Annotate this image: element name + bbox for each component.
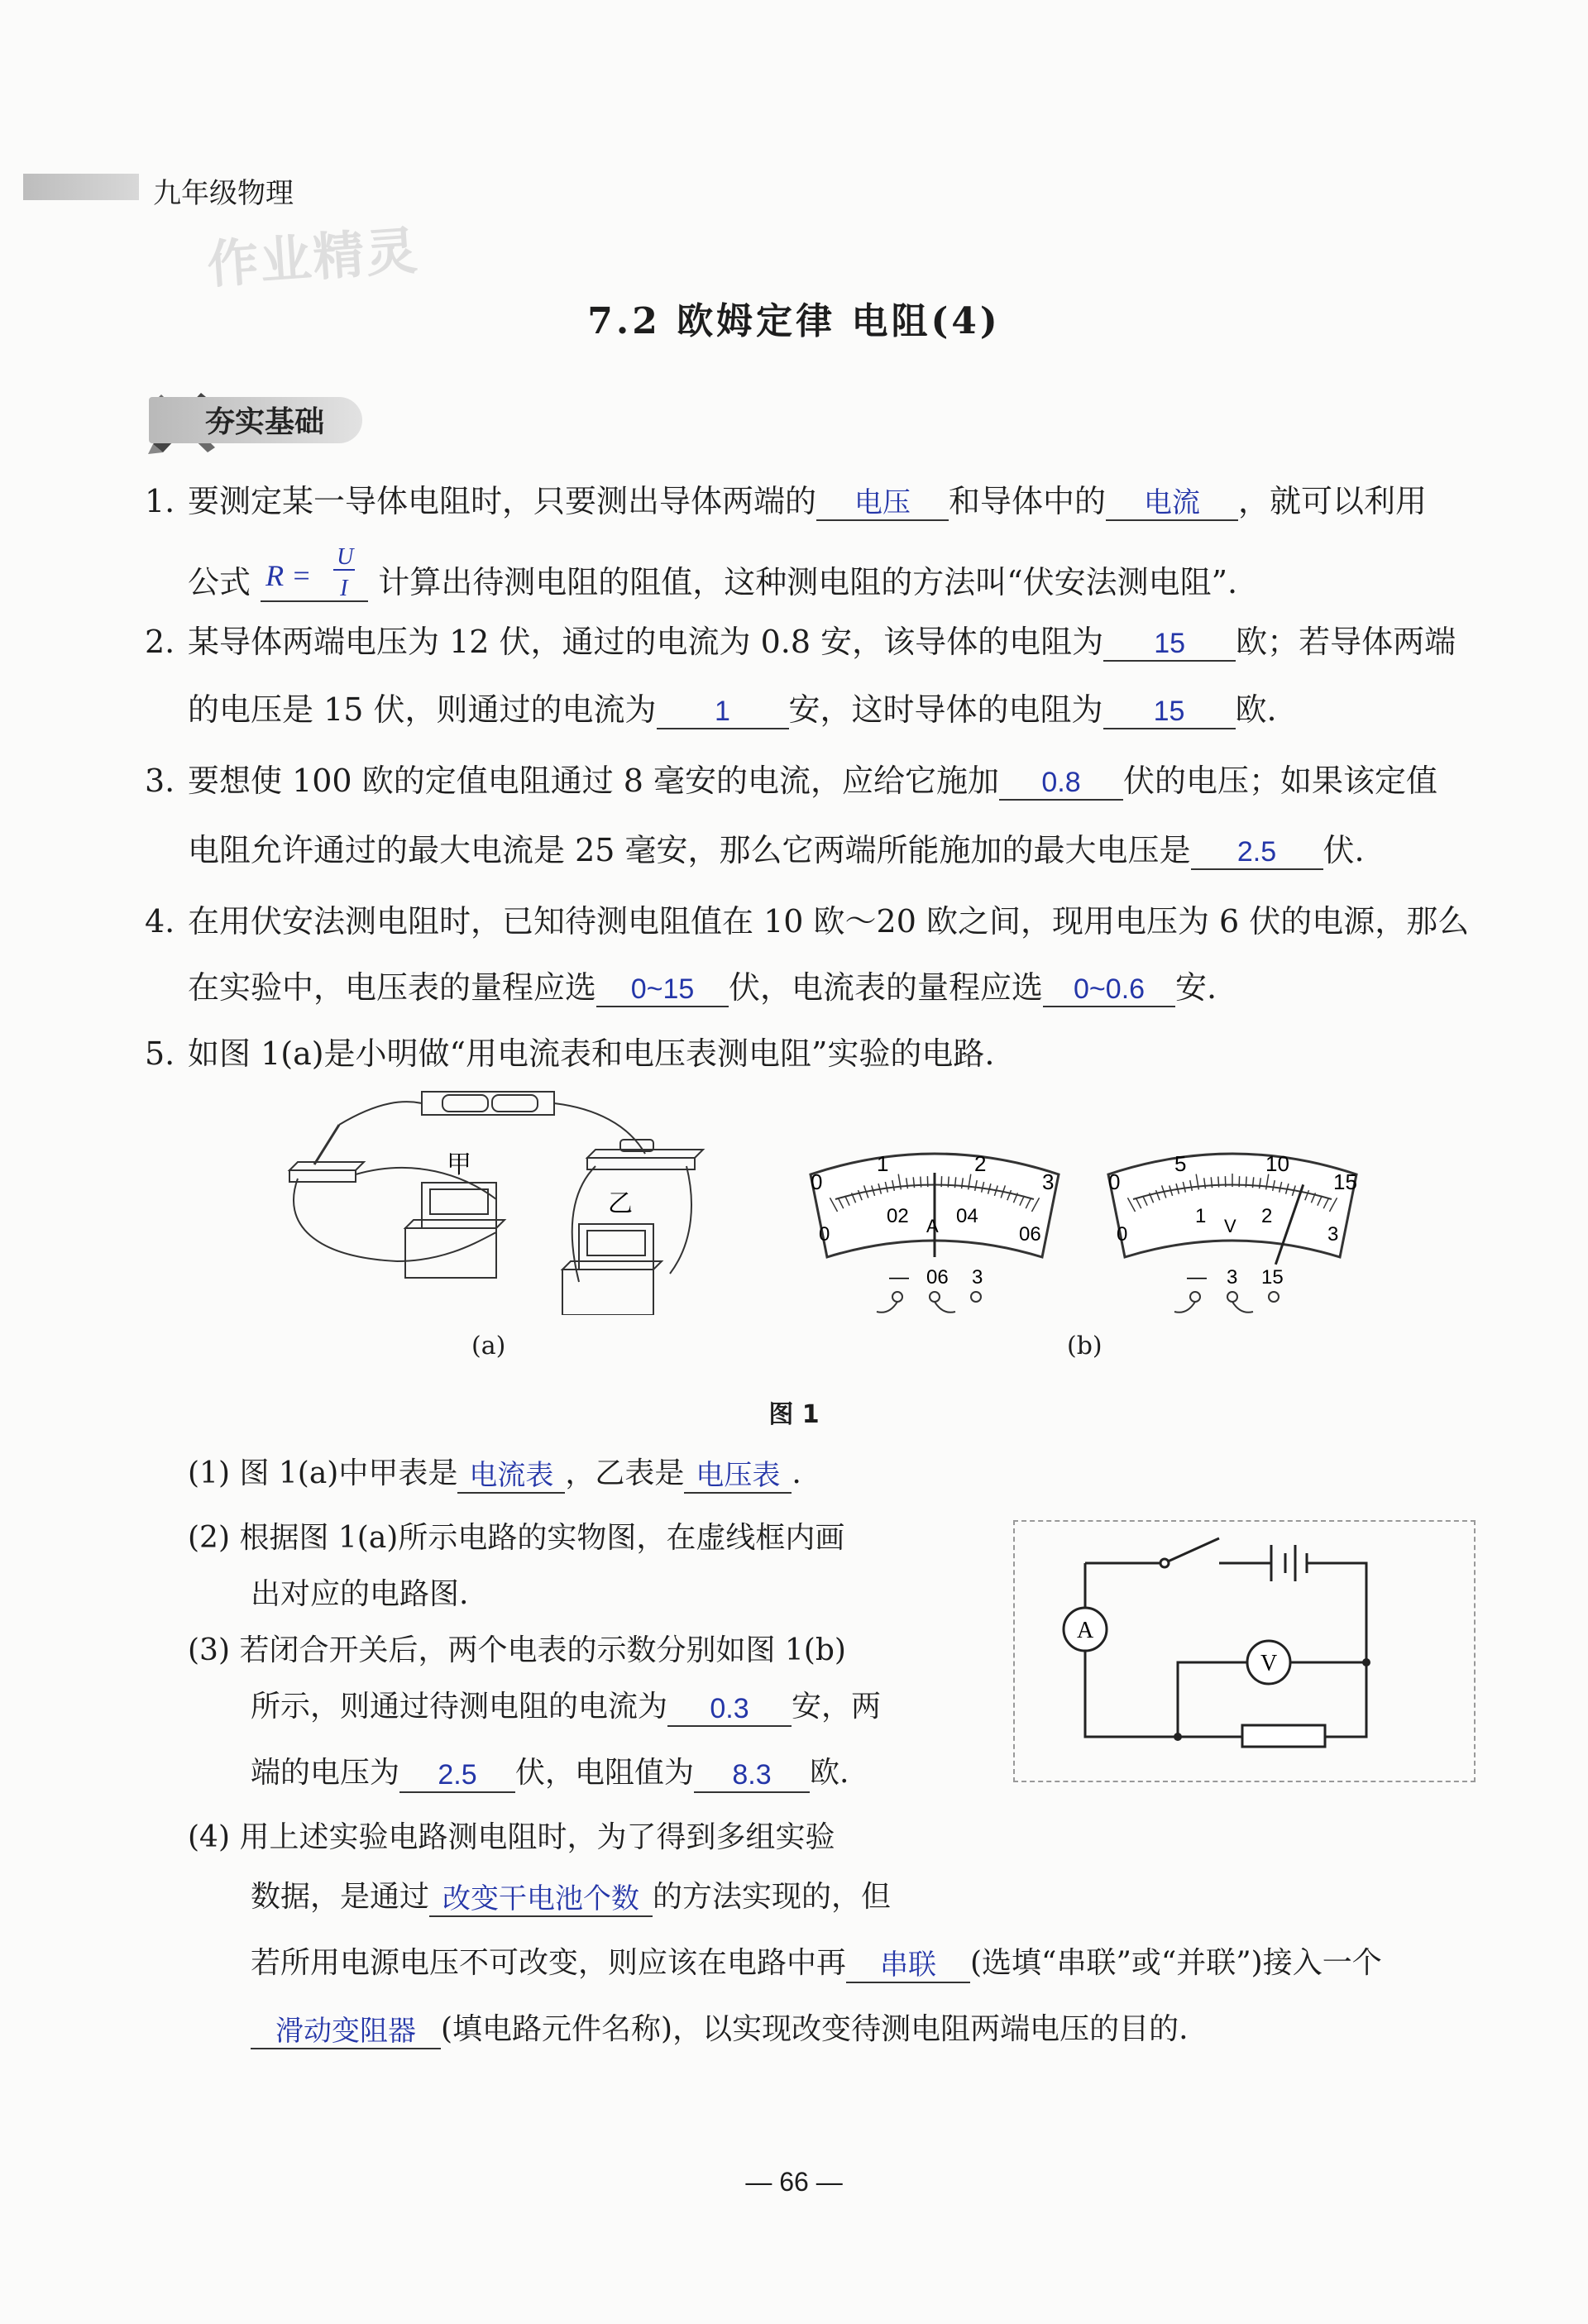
svg-text:06: 06	[926, 1266, 949, 1289]
svg-text:1: 1	[877, 1151, 889, 1176]
answer-blank[interactable]: 电压	[816, 483, 949, 521]
ammeter-dial	[794, 1141, 1075, 1323]
formula-blank[interactable]: R = U I	[261, 549, 368, 602]
answer-blank[interactable]: 1	[657, 691, 789, 729]
page-number: — 66 —	[745, 2167, 843, 2197]
caption-a: (a)	[471, 1332, 506, 1360]
answer-blank[interactable]: 电压表	[684, 1456, 792, 1494]
svg-text:0: 0	[1117, 1223, 1128, 1246]
sub3-line1: (3) 若闭合开关后，两个电表的示数分别如图 1(b)	[188, 1633, 846, 1667]
svg-text:2: 2	[974, 1151, 987, 1176]
svg-text:15: 15	[1261, 1266, 1284, 1289]
sub4-line4: 滑动变阻器 (填电路元件名称)，以实现改变待测电阻两端电压的目的.	[251, 2010, 1189, 2049]
sub3-line2: 所示，则通过待测电阻的电流为 0.3 安，两	[251, 1687, 881, 1727]
answer-blank[interactable]: 2.5	[399, 1755, 515, 1793]
q3-line1: 3. 要想使 100 欧的定值电阻通过 8 毫安的电流，应给它施加 0.8 伏的电压；如果该定值	[145, 763, 1438, 799]
circuit-photo-figure	[281, 1075, 711, 1315]
answer-blank[interactable]: 改变干电池个数	[429, 1879, 653, 1917]
svg-text:0: 0	[1108, 1169, 1121, 1194]
svg-text:3: 3	[972, 1266, 983, 1289]
svg-text:2: 2	[1261, 1205, 1273, 1227]
schematic-ammeter-label: A	[1077, 1618, 1094, 1643]
answer-blank[interactable]: 0~15	[596, 969, 729, 1007]
answer-blank[interactable]: 0.3	[667, 1689, 792, 1727]
svg-text:15: 15	[1333, 1169, 1357, 1194]
watermark: 作业精灵	[205, 220, 421, 295]
q3-line2: 电阻允许通过的最大电流是 25 毫安，那么它两端所能施加的最大电压是 2.5 伏.	[188, 832, 1365, 868]
q5-line1: 5. 如图 1(a)是小明做“用电流表和电压表测电阻”实验的电路.	[145, 1035, 995, 1072]
sub1: (1) 图 1(a)中甲表是 电流表 ，乙表是 电压表 .	[188, 1454, 801, 1494]
figure-caption: 图 1	[768, 1400, 820, 1429]
section-title: 夯实基础	[205, 405, 325, 439]
label-jia: 甲	[447, 1150, 471, 1179]
sub4-line2: 数据，是通过 改变干电池个数 的方法实现的，但	[251, 1877, 891, 1917]
q1-line1: 1. 要测定某一导体电阻时，只要测出导体两端的 电压 和导体中的 电流 ，就可以利用	[145, 483, 1428, 519]
q4-line2: 在实验中，电压表的量程应选 0~15 伏，电流表的量程应选 0~0.6 安.	[188, 969, 1217, 1006]
sub2-line2: 出对应的电路图.	[251, 1577, 469, 1611]
svg-text:0: 0	[811, 1169, 823, 1194]
sub2-line1: (2) 根据图 1(a)所示电路的实物图，在虚线框内画	[188, 1521, 845, 1555]
svg-text:3: 3	[1042, 1169, 1055, 1194]
grade-bar	[23, 174, 139, 200]
circuit-schematic	[1044, 1530, 1391, 1753]
svg-text:V: V	[1224, 1216, 1236, 1236]
grade-label: 九年级物理	[153, 177, 294, 210]
answer-blank[interactable]: 滑动变阻器	[251, 2011, 441, 2049]
dial-tick	[948, 1177, 949, 1188]
answer-blank[interactable]: 15	[1103, 624, 1236, 662]
answer-blank[interactable]: 电流	[1106, 483, 1238, 521]
q2-line1: 2. 某导体两端电压为 12 伏，通过的电流为 0.8 安，该导体的电阻为 15 欧；若导体两端	[145, 624, 1456, 660]
answer-blank[interactable]: 8.3	[694, 1755, 810, 1793]
answer-blank[interactable]: 串联	[846, 1945, 970, 1983]
svg-text:—: —	[1187, 1266, 1207, 1289]
schematic-voltmeter-label: V	[1260, 1651, 1278, 1676]
svg-text:3: 3	[1327, 1223, 1339, 1246]
voltmeter-dial	[1092, 1141, 1373, 1323]
q1-line2: 公式 R = U I 计算出待测电阻的阻值，这种测电阻的方法叫“伏安法测电阻”.	[188, 544, 1238, 601]
svg-text:3: 3	[1227, 1266, 1238, 1289]
svg-text:0: 0	[819, 1223, 830, 1246]
svg-text:04: 04	[956, 1205, 978, 1227]
svg-text:10: 10	[1265, 1151, 1289, 1176]
caption-b: (b)	[1067, 1332, 1103, 1360]
page-title: 7.2 欧姆定律 电阻(4)	[587, 300, 1001, 342]
sub3-line3: 端的电压为 2.5 伏，电阻值为 8.3 欧.	[251, 1753, 849, 1793]
dial-tick	[1218, 1177, 1219, 1188]
answer-blank[interactable]: 0~0.6	[1043, 969, 1175, 1007]
svg-text:1: 1	[1195, 1205, 1207, 1227]
svg-text:5: 5	[1174, 1151, 1187, 1176]
answer-blank[interactable]: 2.5	[1191, 832, 1323, 870]
svg-text:—: —	[889, 1266, 909, 1289]
answer-blank[interactable]: 15	[1103, 691, 1236, 729]
label-yi: 乙	[608, 1189, 633, 1218]
answer-blank[interactable]: 电流表	[457, 1456, 565, 1494]
answer-blank[interactable]: 0.8	[999, 763, 1123, 801]
svg-text:06: 06	[1019, 1223, 1041, 1246]
svg-text:A: A	[926, 1216, 939, 1236]
q4-line1: 4. 在用伏安法测电阻时，已知待测电阻值在 10 欧～20 欧之间，现用电压为 6 伏的电源，那么	[145, 903, 1470, 940]
sub4-line1: (4) 用上述实验电路测电阻时，为了得到多组实验	[188, 1820, 835, 1854]
q2-line2: 的电压是 15 伏，则通过的电流为 1 安，这时导体的电阻为 15 欧.	[188, 691, 1277, 728]
svg-text:02: 02	[887, 1205, 909, 1227]
sub4-line3: 若所用电源电压不可改变，则应该在电路中再 串联 (选填“串联”或“并联”)接入一个	[251, 1944, 1382, 1983]
